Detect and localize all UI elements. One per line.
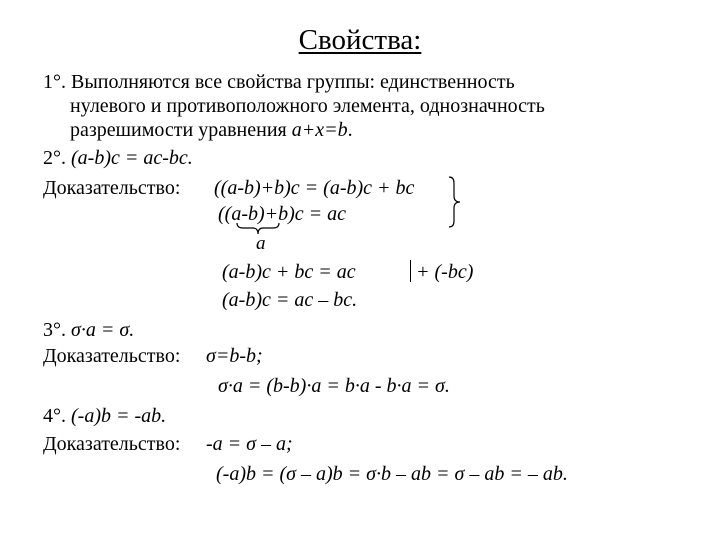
property-4-equation-1: -a = σ – a; bbox=[206, 433, 293, 455]
property-1-line-2: нулевого и противоположного элемента, однозначность bbox=[70, 95, 545, 117]
property-2-statement: (a-b)c = ac-bc. bbox=[71, 147, 193, 169]
property-4-statement: (-a)b = -ab. bbox=[71, 405, 167, 427]
property-2-number: 2°. bbox=[43, 147, 71, 169]
property-1-line-3 bbox=[70, 118, 353, 142]
property-3-proof-label: Доказательство: bbox=[43, 345, 181, 367]
property-3-statement: σ·a = σ. bbox=[71, 319, 135, 341]
property-2-equation-2: ((a-b)+b)c = ac bbox=[218, 203, 347, 225]
property-4-proof-label: Доказательство: bbox=[43, 433, 181, 455]
underbrace-label: a bbox=[256, 233, 266, 254]
operation-bar bbox=[410, 260, 411, 282]
property-1-line-3-end: . bbox=[347, 119, 353, 141]
property-4-number: 4°. bbox=[43, 405, 71, 427]
property-3-number: 3°. bbox=[43, 319, 71, 341]
property-2-operation: + (-bc) bbox=[416, 261, 474, 283]
property-2-equation-4: (a-b)c = ac – bc. bbox=[222, 289, 358, 311]
property-1-line-3-text: разрешимости уравнения bbox=[70, 119, 292, 141]
property-2-proof-label: Доказательство: bbox=[43, 177, 181, 199]
property-2-equation-1: ((a-b)+b)c = (a-b)c + bc bbox=[214, 177, 415, 199]
right-brace-icon bbox=[448, 176, 462, 228]
property-4-equation-2: (-a)b = (σ – a)b = σ·b – ab = σ – ab = – ab. bbox=[216, 463, 568, 485]
property-3-equation-2: σ·a = (b-b)·a = b·a - b·a = σ. bbox=[218, 375, 450, 397]
property-2-heading bbox=[43, 146, 193, 170]
property-1-equation: a+x=b bbox=[291, 119, 348, 141]
property-3-equation-1: σ=b-b; bbox=[206, 345, 263, 367]
slide-title-text: Свойства: bbox=[298, 24, 422, 56]
property-4-heading bbox=[43, 404, 166, 428]
slide-title bbox=[0, 24, 720, 57]
property-3-heading bbox=[43, 318, 134, 342]
property-2-equation-3: (a-b)c + bc = ac bbox=[222, 261, 356, 283]
property-1-line-1: 1°. Выполняются все свойства группы: единственность bbox=[43, 71, 515, 93]
